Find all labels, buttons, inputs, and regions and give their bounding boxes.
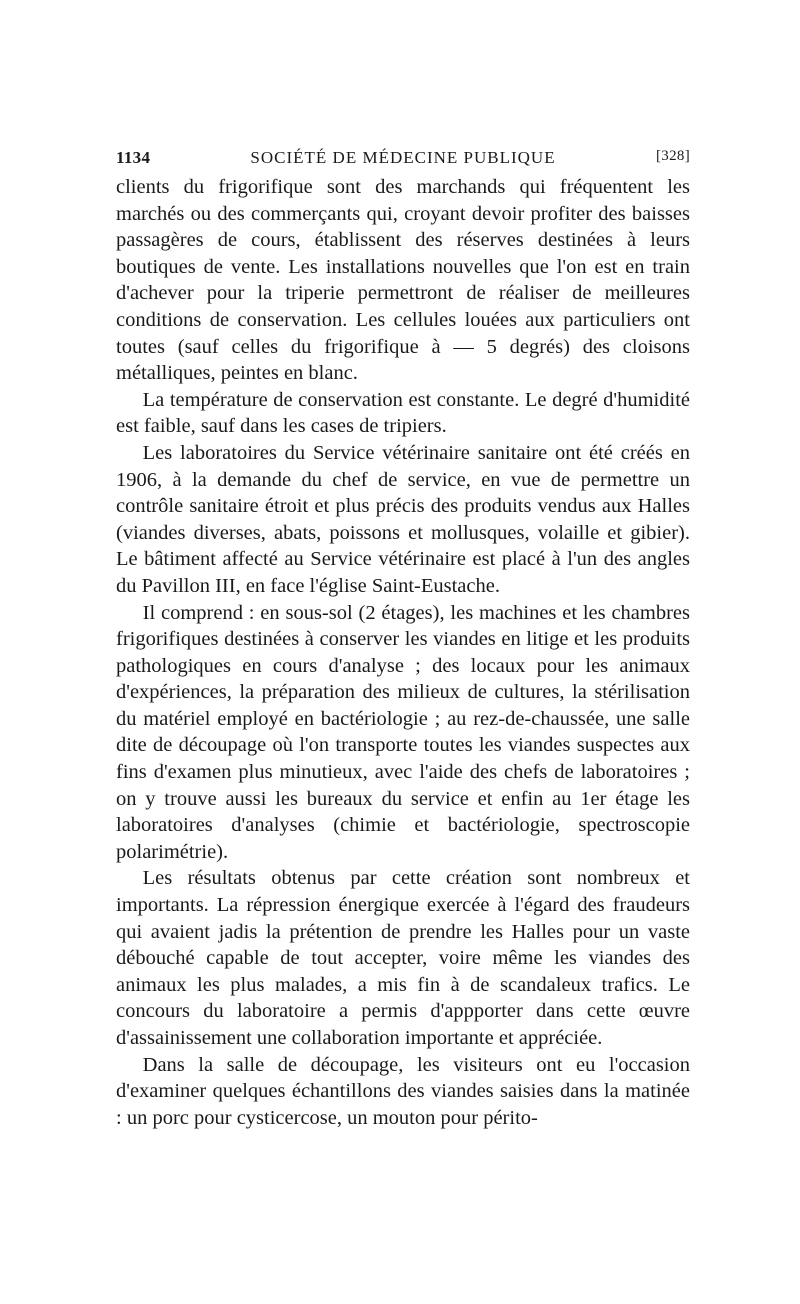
running-header bbox=[116, 140, 690, 174]
page-number: 1134 bbox=[116, 148, 151, 167]
paragraph-continued: clients du frigorifique sont des marchands qui fréquentent les marchés ou des commerçants qui, croyant devoir profiter des baisses passagères de cours, établissent des réserves destinées à leurs boutiques de vente. Les installations nouvelles que l'on est en train d'achever pour la triperie permettront de réaliser de meilleures conditions de conservation. Les cellules louées aux particuliers ont toutes (sauf celles du frigorifique à — 5 degrés) des cloisons métalliques, peintes en blanc. bbox=[116, 176, 690, 385]
running-title: SOCIÉTÉ DE MÉDECINE PUBLIQUE bbox=[250, 148, 556, 167]
page-reference: [328] bbox=[656, 148, 690, 164]
paragraph: La température de conservation est constante. Le degré d'humidité est faible, sauf dans les cases de tripiers. bbox=[116, 388, 690, 438]
body-text bbox=[116, 174, 690, 1131]
paragraph: Il comprend : en sous-sol (2 étages), les machines et les chambres frigorifiques destinées à conserver les viandes en litige et les produits pathologiques en cours d'analyse ; des locaux pour les animaux d'expériences, la préparation des milieux de cultures, la stérilisation du matériel employé en bactériologie ; au rez-de-chaussée, une salle dite de découpage où l'on transporte toutes les viandes suspectes aux fins d'examen plus minutieux, avec l'aide des chefs de laboratoires ; on y trouve aussi les bureaux du service et enfin au 1er étage les laboratoires d'analyses (chimie et bactériologie, spectroscopie polarimétrie). bbox=[116, 601, 690, 863]
paragraph: Les résultats obtenus par cette création sont nombreux et importants. La répression énergique exercée à l'égard des fraudeurs qui avaient jadis la prétention de prendre les Halles pour un vaste débouché capable de tout accepter, voire même les viandes des animaux les plus malades, a mis fin à de scandaleux trafics. Le concours du laboratoire a permis d'appporter dans cette œuvre d'assainissement une collaboration importante et appréciée. bbox=[116, 867, 690, 1049]
paragraph: Dans la salle de découpage, les visiteurs ont eu l'occasion d'examiner quelques échantillons des viandes saisies dans la matinée : un porc pour cysticercose, un mouton pour périto- bbox=[116, 1053, 690, 1129]
book-page bbox=[116, 140, 690, 1131]
paragraph: Les laboratoires du Service vétérinaire sanitaire ont été créés en 1906, à la demande du chef de service, en vue de permettre un contrôle sanitaire étroit et plus précis des produits vendus aux Halles (viandes diverses, abats, poissons et mollusques, volaille et gibier). Le bâtiment affecté au Service vétérinaire est placé à l'un des angles du Pavillon III, en face l'église Saint-Eustache. bbox=[116, 441, 690, 597]
